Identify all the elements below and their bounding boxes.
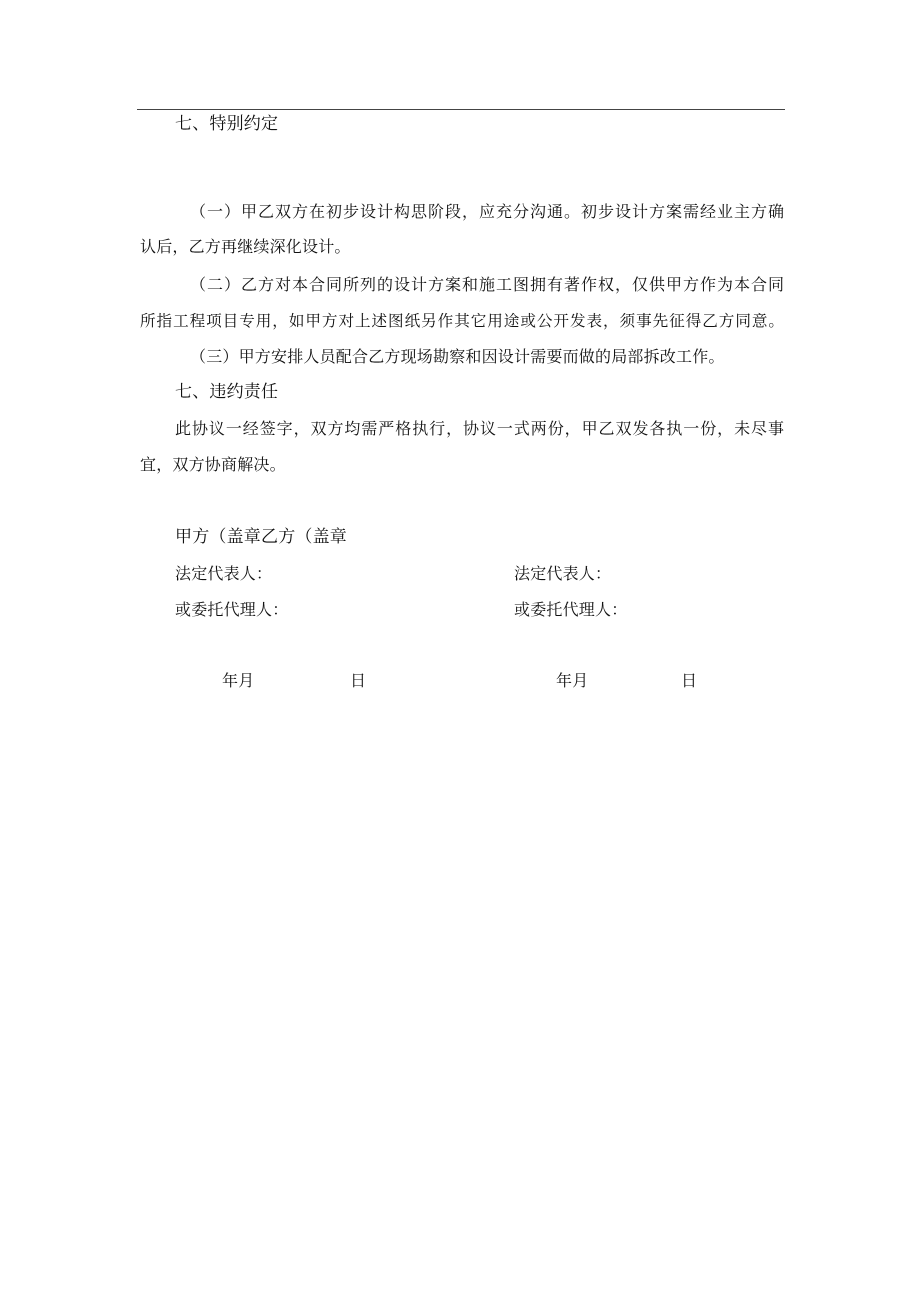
clause1-line1: （一）甲乙双方在初步设计构思阶段，应充分沟通。初步设计方案需经业主方确 (190, 202, 784, 221)
clause2-line1: （二）乙方对本合同所列的设计方案和施工图拥有著作权，仅供甲方作为本合同 (190, 275, 784, 294)
party-a-legal-rep-label: 法定代表人： (175, 564, 273, 583)
party-a-date-year-month: 年月 (222, 671, 255, 690)
party-b-date-day: 日 (681, 671, 698, 690)
party-b-agent-label: 或委托代理人： (514, 600, 628, 619)
party-a-agent-label: 或委托代理人： (175, 600, 289, 619)
clause3: （三）甲方安排人员配合乙方现场勘察和因设计需要而做的局部拆改工作。 (190, 347, 725, 366)
special-terms-heading: 七、特别约定 (175, 114, 279, 134)
clause2-line2: 所指工程项目专用，如甲方对上述图纸另作其它用途或公开发表，须事先征得乙方同意。 (140, 312, 784, 330)
liability-line2: 宜，双方协商解决。 (140, 455, 286, 474)
header-rule (137, 109, 785, 110)
clause1-line2: 认后，乙方再继续深化设计。 (140, 237, 351, 256)
party-a-date-day: 日 (350, 671, 367, 690)
party-b-legal-rep-label: 法定代表人： (514, 564, 612, 583)
liability-heading: 七、违约责任 (175, 382, 279, 402)
party-b-date-year-month: 年月 (556, 671, 589, 690)
signature-parties-line: 甲方（盖章乙方（盖章 (175, 527, 347, 547)
liability-line1: 此协议一经签字，双方均需严格执行，协议一式两份，甲乙双发各执一份，未尽事 (175, 419, 784, 438)
